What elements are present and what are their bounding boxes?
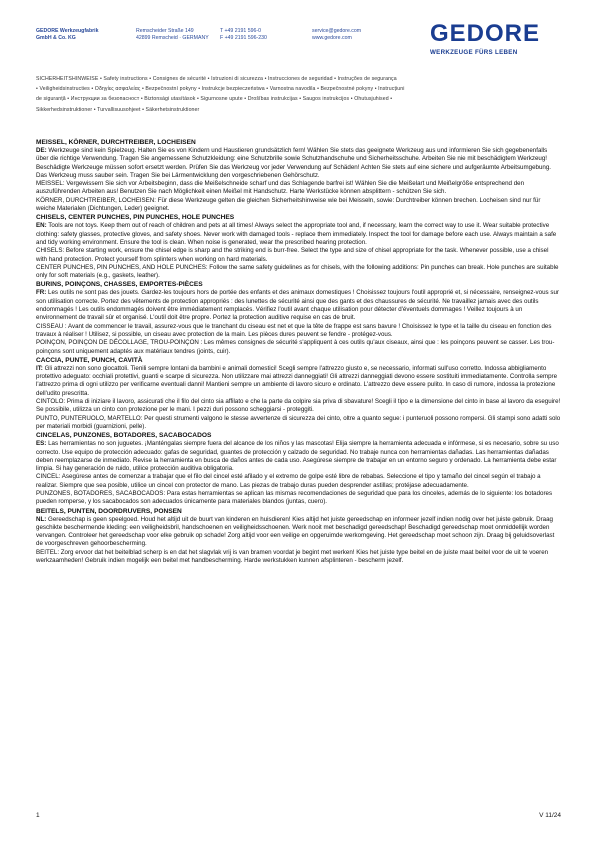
section-de bbox=[36, 138, 561, 213]
section-paragraph: MEISSEL: Vergewissern Sie sich vor Arbeitsbeginn, dass die Meißelschneide scharf und das Schlagende barfrei ist! Wählen Sie die Meißelart und Meißelgröße entsprechend den auszuführenden Arbeiten aus! Benutzen Sie nach Möglichkeit einen Meißel mit Handschutz. Harte Werkstücke können absplittern - schützen Sie sich. bbox=[36, 180, 525, 196]
intro-line: Sikkerhedsinstruktioner • Turvallisuusohjeet • Säkerhetsinstruktioner bbox=[36, 106, 200, 113]
email-link[interactable]: service@gedore.com bbox=[312, 28, 362, 34]
languages-intro bbox=[36, 74, 561, 115]
section-nl bbox=[36, 507, 561, 566]
company-name-line-2: GmbH & Co. KG bbox=[36, 35, 76, 42]
section-it bbox=[36, 356, 561, 431]
section-paragraph: KÖRNER, DURCHTREIBER, LOCHEISEN: Für diese Werkzeuge gelten die gleichen Sicherheitshinweise wie bei Meisseln, sowie: Durchtreiber können brechen. Locheisen sind nur für weiche Materialen (Dichtungen, Leder) geeignet. bbox=[36, 196, 541, 213]
language-code: NL: bbox=[36, 515, 47, 523]
language-code: FR: bbox=[36, 289, 47, 297]
language-code: ES: bbox=[36, 440, 47, 448]
section-paragraph: PUNZONES, BOTADORES, SACABOCADOS: Para estas herramientas se aplican las mismas recomendaciones de seguridad que para los cinceles, además de lo siguiente: los botadores pueden romperse, y los sacabocados son adecuados únicamente para materiales blandos (juntas, cuero). bbox=[36, 489, 553, 506]
section-paragraph bbox=[36, 516, 561, 549]
document-version: V 11/24 bbox=[539, 812, 561, 819]
address-block bbox=[136, 28, 209, 43]
section-paragraph bbox=[36, 440, 561, 473]
company-name-line-1: GEDORE Werkzeugfabrik bbox=[36, 28, 99, 34]
logo-wordmark: GEDORE bbox=[430, 20, 541, 47]
paragraph-text: Gereedschap is geen speelgoed. Houd het altijd uit de buurt van kinderen en huisdieren! Kies altijd het juiste gereedschap en informeer jezelf indien nodig over het juiste gebruik. Draag geschikte beschermende kleding: een veiligheidsbril, handschoenen en veiligheidsschoenen. Werk nooit met beschadigd gereedschap! Beschadigd gereedschap moet onmiddellijk worden vervangen. Controleer het gereedschap voor elke gebruik op schade! Zorg altijd voor een veilige en opgeruimde werkomgeving. Het gereedschap moet schoon zijn. Draag bij geluidsoverlast de voorgeschreven gehoorbescherming. bbox=[36, 515, 555, 548]
phone-line: T +49 2191 596-0 bbox=[220, 28, 262, 34]
section-paragraph: POINÇON, POINÇON DE DÉCOLLAGE, TROU-POINÇON : Les mêmes consignes de sécurité s'appliquent à ces outils qu'aux ciseaux, ainsi que : les poinçons peuvent se casser. Les trou-poinçons sont uniquement adaptés aux matériaux tendres (joints, cuir). bbox=[36, 339, 555, 355]
intro-line: • Veiligheidsinstructies • Οδηγίες ασφαλείας • Bezpečnostní pokyny • Instrukcje bezpieczeństwa • Varnostna navodila • Bezpečnostné pokyny • Instrucțiuni bbox=[36, 86, 405, 93]
section-en bbox=[36, 213, 561, 280]
paragraph-text: Tools are not toys. Keep them out of reach of children and pets at all times! Always select the appropriate tool and, if necessary, learn the correct way to use it. Wear suitable protective clothing: safety glasses, protective gloves, and safety shoes. Never work with damaged tools - replace them immediately. Inspect the tool for damage before each use. Always maintain a safe and tidy working environment. Ensure the tool is clean. When noise is generated, wear the prescribed hearing protection. bbox=[36, 222, 557, 246]
language-code: EN: bbox=[36, 222, 47, 230]
section-paragraph: BEITEL: Zorg ervoor dat het beitelblad scherp is en dat het slagvlak vrij is van bramen voordat je begint met werken! Kies het juiste type beitel en de juiste maat beitel voor de uit te voeren werkzaamheden! Gebruik indien mogelijk een beitel met handbescherming. Harde werkstukken kunnen afsplinteren - bescherm jezelf. bbox=[36, 548, 549, 565]
paragraph-text: Las herramientas no son juguetes. ¡Manténgalas siempre fuera del alcance de los niños y las mascotas! Elija siempre la herramienta adecuada e infórmese, si es necesario, sobre su uso correcto. Use equipo de protección adecuado: gafas de seguridad, guantes de protección y calzado de seguridad. No trabaje nunca con herramientas dañadas. Las herramientas dañadas deben reemplazarse de inmediato. Revise la herramienta en busca de daños antes de cada uso. Asegúrese siempre de trabajar en un entorno seguro y ordenado. La herramienta debe estar limpia. Si hay generación de ruido, utilice protección auditiva obligatoria. bbox=[36, 440, 559, 473]
section-paragraph: CINCEL: Asegúrese antes de comenzar a trabajar que el filo del cincel esté afilado y el extremo de golpe esté libre de rebabas. Seleccione el tipo y tamaño del cincel según el trabajo a realizar. Siempre que sea posible, utilice un cincel con protector de mano. Las piezas de trabajo duras pueden desprender astillas; protéjase adecuadamente. bbox=[36, 473, 541, 489]
section-title: MEISSEL, KÖRNER, DURCHTREIBER, LOCHEISEN bbox=[36, 139, 196, 146]
section-paragraph bbox=[36, 222, 561, 247]
gedore-logo bbox=[430, 20, 555, 56]
section-paragraph: CINTOLO: Prima di iniziare il lavoro, assicurati che il filo del cinto sia affilato e che la parte da colpire sia priva di sbavature! Scegli il tipo e la dimensione del cinto in base al lavoro da eseguire! Se possibile, utilizza un cinto con protezione per le mani. I pezzi duri possono scheggiarsi - proteggiti. bbox=[36, 398, 561, 414]
paragraph-text: Werkzeuge sind kein Spielzeug. Halten Sie es von Kindern und Haustieren grundsätzlich fern! Wählen Sie stets das geeignete Werkzeug aus und informieren Sie sich gegebenenfalls über die richtige Verwendung. Tragen Sie angemessene Schutzkleidung: eine Schutzbrille sowie Schutzhandschuhe und Sicherheitsschuhe. Arbeiten Sie nie mit beschädigtem Werkzeug! Beschädigte Werkzeuge müssen sofort ersetzt werden. Prüfen Sie das Werkzeug vor jeder Verwendung auf Schäden! Achten Sie stets auf eine sichere und aufgeräumte Arbeitsumgebung. Das Werkzeug muss sauber sein. Tragen Sie bei Lärmentwicklung den vorgeschriebenen Gehörschutz. bbox=[36, 147, 552, 179]
section-es bbox=[36, 431, 561, 506]
address-line-2: 42899 Remscheid · GERMANY bbox=[136, 35, 209, 42]
section-title: CINCELAS, PUNZONES, BOTADORES, SACABOCADOS bbox=[36, 432, 212, 440]
paragraph-text: Gli attrezzi non sono giocattoli. Tienili sempre lontani da bambini e animali domestici! Scegli sempre l'attrezzo giusto e, se necessario, informati sull'uso corretto. Indossa abbigliamento protettivo adeguato: occhiali protettivi, guanti e scarpe di sicurezza. Non utilizzare mai attrezzi danneggiati! Gli attrezzi danneggiati devono essere sostituiti immediatamente. Controlla sempre l'attrezzo prima di ogni utilizzo per verificarne eventuali danni! Mantieni sempre un ambiente di lavoro sicuro e ordinato. L'attrezzo deve essere pulito. In caso di rumore, indossa la protezione dell'udito prescritta. bbox=[36, 364, 558, 397]
website-link[interactable]: www.gedore.com bbox=[312, 35, 352, 42]
address-line-1: Remscheider Straße 149 bbox=[136, 28, 194, 34]
section-paragraph: CHISELS: Before starting work, ensure the chisel edge is sharp and the striking end is burr-free. Select the type and size of chisel appropriate for the task. Whenever possible, use a chisel with hand protection. Protect yourself from splinters when working on hard materials. bbox=[36, 247, 549, 263]
intro-line: de siguranță • Инструкции за безопасност • Biztonsági utasítások • Sigurnosne upute • Drošības instrukcijas • Saugos instrukcijos • Ohutusjuhised • bbox=[36, 96, 393, 103]
section-paragraph bbox=[36, 147, 561, 180]
section-title: BEITELS, PUNTEN, DOORDRUVERS, PONSEN bbox=[36, 507, 182, 515]
language-code: DE: bbox=[36, 147, 47, 154]
language-code: IT: bbox=[36, 364, 43, 372]
fax-line: F +49 2191 596-230 bbox=[220, 35, 267, 42]
company-block bbox=[36, 28, 98, 43]
web-block bbox=[312, 28, 361, 43]
section-paragraph: CENTER PUNCHES, PIN PUNCHES, AND HOLE PUNCHES: Follow the same safety guidelines as for chisels, with the following additions: Pin punches can break. Hole punches are suitable only for soft materials (e.g., gaskets, leather). bbox=[36, 263, 559, 280]
paragraph-text: Les outils ne sont pas des jouets. Gardez-les toujours hors de portée des enfants et des animaux domestiques ! Choisissez toujours l'outil approprié et, si nécessaire, renseignez-vous sur son utilisation correcte. Portez des vêtements de protection appropriés : des lunettes de sécurité ainsi que des gants et des chaussures de sécurité. Ne travaillez jamais avec des outils endommagés ! Les outils endommagés doivent être immédiatement remplacés. Vérifiez l'outil avant chaque utilisation pour détecter d'éventuels dommages ! Veillez toujours à un environnement de travail sûr et organisé. L'outil doit être propre. Portez la protection auditive requise en cas de bruit. bbox=[36, 289, 559, 322]
intro-line: SICHERHEITSHINWEISE • Safety instructions • Consignes de sécurité • Istruzioni di sicurezza • Instrucciones de seguridad • Instruções de segurança bbox=[36, 76, 397, 82]
section-paragraph: CISSEAU : Avant de commencer le travail, assurez-vous que le tranchant du ciseau est net et que la tête de frappe est sans bavure ! Choisissez le type et la taille du ciseau en fonction des travaux à réaliser ! Utilisez, si possible, un ciseau avec protection de la main. Les pièces dures peuvent se fendre - protégez-vous. bbox=[36, 322, 552, 338]
safety-content bbox=[36, 138, 561, 565]
phone-block bbox=[220, 28, 267, 43]
logo-slogan: WERKZEUGE FÜRS LEBEN bbox=[430, 49, 518, 56]
section-paragraph: PUNTO, PUNTERUOLO, MARTELLO: Per questi strumenti valgono le stesse avvertenze di sicurezza dei cinto, oltre a quanto segue: i punteruoli possono rompersi. Gli stampi sono adatti solo per materiali morbidi (guarnizioni, pelle). bbox=[36, 414, 561, 430]
page-number: 1 bbox=[36, 812, 40, 819]
section-paragraph bbox=[36, 365, 561, 398]
section-fr bbox=[36, 280, 561, 355]
page-header bbox=[0, 0, 596, 64]
section-title: BURINS, POINÇONS, CHASSES, EMPORTES-PIÈCES bbox=[36, 281, 203, 289]
section-title: CACCIA, PUNTE, PUNCH, CAVITÀ bbox=[36, 356, 143, 364]
page-footer bbox=[36, 812, 561, 822]
section-paragraph bbox=[36, 289, 561, 322]
section-title: CHISELS, CENTER PUNCHES, PIN PUNCHES, HOLE PUNCHES bbox=[36, 214, 235, 222]
